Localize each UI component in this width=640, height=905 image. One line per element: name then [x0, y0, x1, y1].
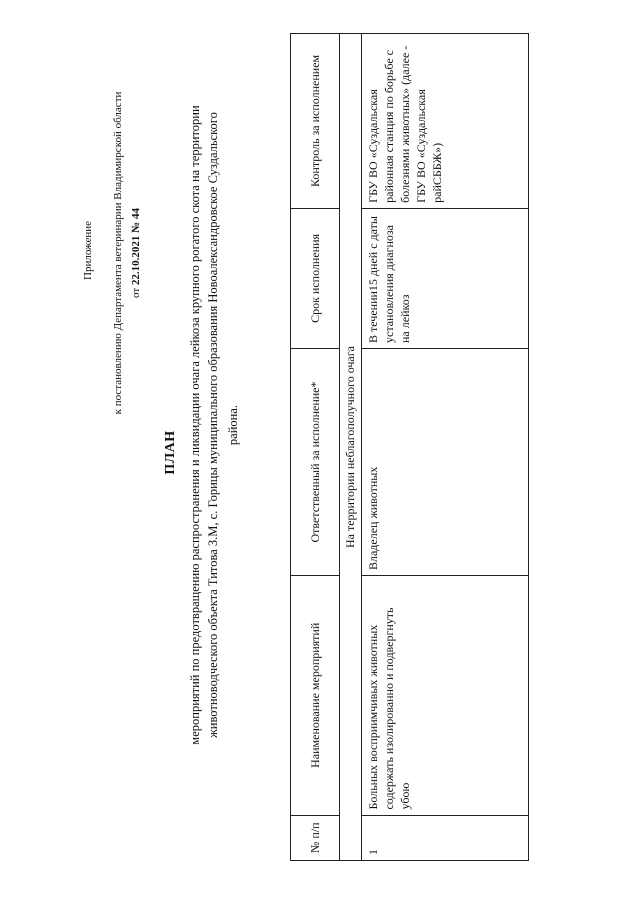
appendix-label: Приложение [82, 220, 94, 280]
plan-description-line-3: района. [226, 404, 240, 446]
row-responsible: Владелец животных [362, 348, 529, 575]
table-row [362, 34, 529, 861]
row-term: В течении15 дней с даты установления диагноза на лейкоз [362, 208, 529, 348]
section-label: На территории неблагополучного очага [340, 34, 362, 861]
header-name: Наименование мероприятий [291, 576, 340, 815]
row-control: ГБУ ВО «Суздальская районная станция по борьбе с болезнями животных» (далее - ГБУ ВО «Суздальская райСББЖ») [362, 34, 529, 209]
decree-reference: к постановлению Департамента ветеринарии Владимирской области [112, 91, 124, 415]
document-title: ПЛАН [163, 430, 178, 475]
header-control: Контроль за исполнением [291, 34, 340, 209]
table-section-row [340, 34, 362, 861]
decree-date-number: 22.10.2021 № 44 [130, 208, 142, 286]
row-num: 1 [362, 815, 529, 860]
table-header-row [291, 34, 340, 861]
measures-table [290, 33, 529, 861]
header-num: № п/п [291, 815, 340, 860]
header-term: Срок исполнения [291, 208, 340, 348]
decree-date-line [130, 53, 142, 453]
plan-description-line-1: мероприятий по предотвращению распространения и ликвидации очага лейкоза крупного рогатого скота на территории [188, 105, 202, 745]
header-responsible: Ответственный за исполнение* [291, 348, 340, 575]
plan-description-line-2: животноводческого объекта Титова З.М, с. Горицы муниципального образования Новоалександровское Суздальского [206, 112, 220, 738]
row-name: Больных восприимчивых животных содержать изолированно и подвергнуть убою [362, 576, 529, 815]
decree-date-prefix: от [130, 287, 142, 298]
